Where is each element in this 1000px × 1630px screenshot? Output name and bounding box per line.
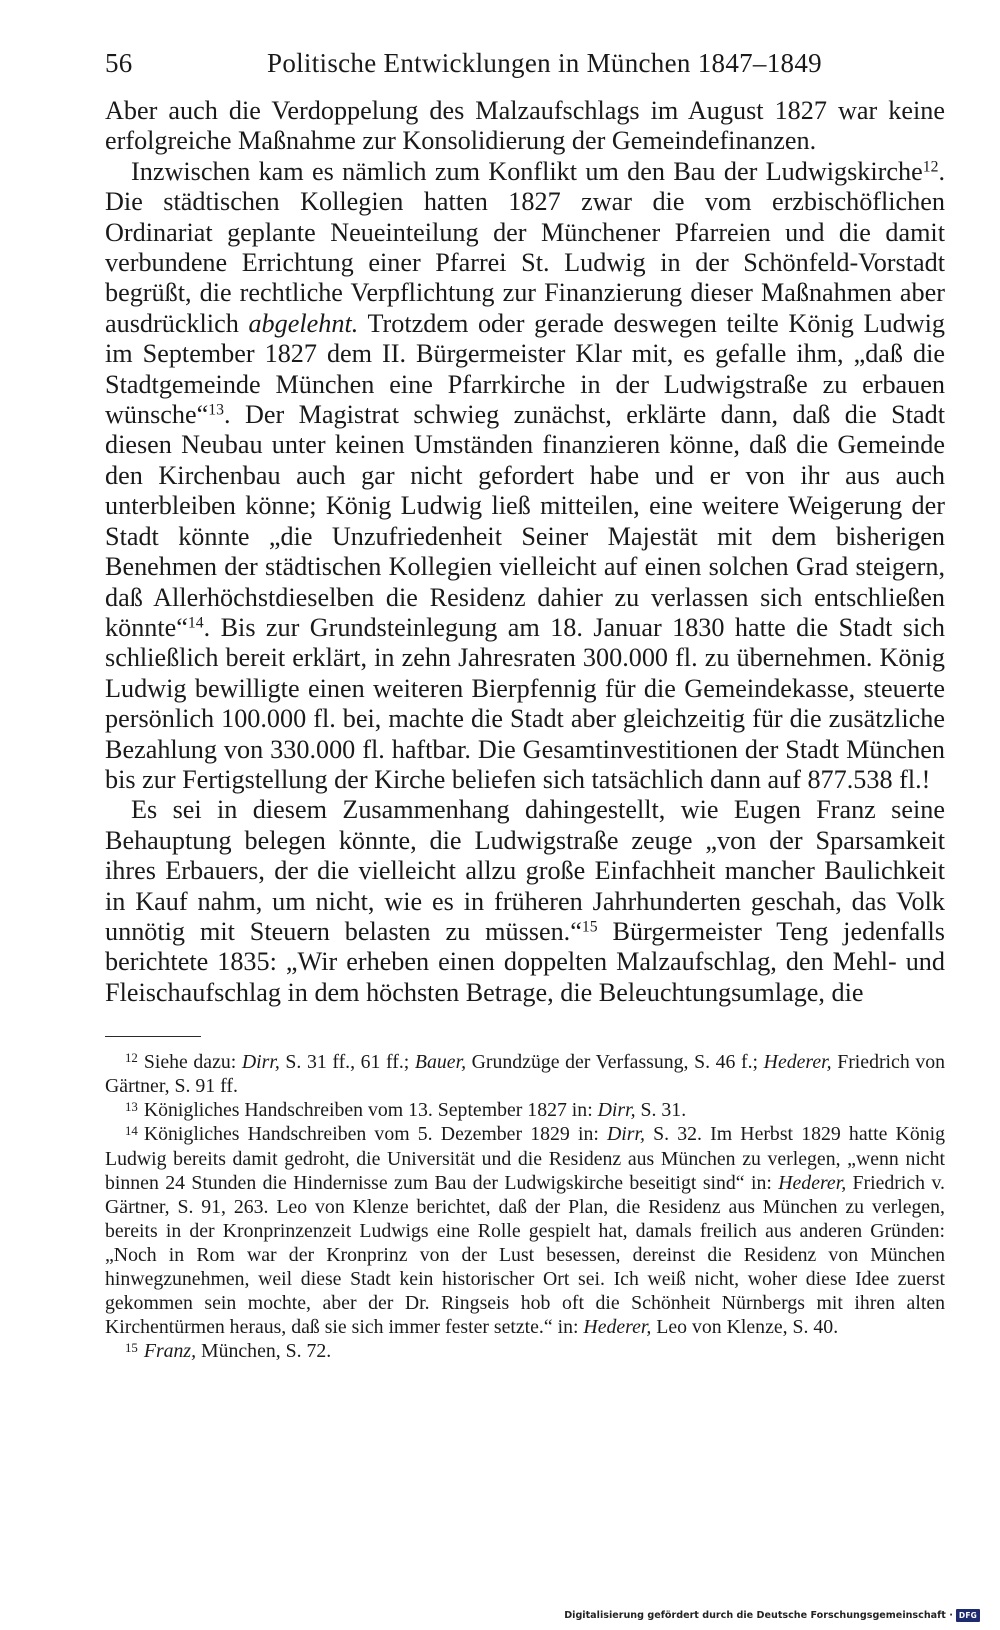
footnote-text: Königliches Handschreiben vom 13. September 1827 in: [143,1099,598,1122]
paragraph-1-text: Aber auch die Verdoppelung des Malzaufschlags im August 1827 war keine erfolgreiche Maßnahme zur Konsolidierung der Gemeindefinanzen. [105,96,945,156]
paragraph-2-text-d: . Der Magistrat schwieg zunächst, erklärte dann, daß die Stadt diesen Neubau unter keinen Umständen finanzieren könne, daß die Gemeinde den Kirchenbau auch gar nicht gefordert habe und er von ihr aus auch unterbleiben könne; König Ludwig ließ mitteilen, eine weitere Weigerung der Stadt könnte „die Unzufriedenheit Seiner Majestät mit dem bisherigen Benehmen der städtischen Kollegien vielleicht auf einen solchen Grad steigern, daß Allerhöchstdieselben die Residenz dahier zu verlassen sich entschließen könnte“ [105,400,945,642]
running-header [105,48,945,88]
footnote-text: München, S. 72. [196,1340,332,1363]
footnote-text: Königliches Handschreiben vom 5. Dezember 1829 in: [143,1123,608,1146]
author-name: Dirr, [607,1123,645,1146]
footnote-number: 12 [125,1051,138,1066]
footnote-text: S. 31 ff., 61 ff.; [279,1051,415,1074]
footnote-number: 14 [125,1123,138,1138]
dfg-logo-icon: DFG [956,1609,980,1622]
paragraph-2-text-b: . Die städtischen Kollegien hatten 1827 zwar die vom erzbischöflichen Ordinariat geplante Neueinteilung der Münchener Pfarreien und die damit verbundene Errichtung einer Pfarrei St. Ludwig in der Schönfeld-Vorstadt begrüßt, die rechtliche Verpflichtung zur Finanzierung dieser Maßnahmen aber ausdrücklich [105,156,945,338]
author-name: Dirr, [241,1051,280,1074]
footnote-12 [105,1050,945,1098]
footnote-13 [105,1098,945,1122]
footnotes [105,1050,945,1363]
footnote-15 [105,1339,945,1363]
digitization-credit [564,1609,980,1622]
author-name: Hederer, [583,1316,652,1339]
footnote-text: Leo von Klenze, S. 40. [651,1316,839,1339]
emphasis-abgelehnt: abgelehnt. [248,308,359,338]
footnote-text: Siehe dazu: [143,1051,242,1074]
author-name: Hederer, [778,1171,847,1194]
footnote-number: 13 [125,1099,138,1114]
paragraph-3 [105,795,945,1008]
author-name: Hederer, [763,1051,832,1074]
footnote-ref-14: 14 [187,614,204,632]
page-number: 56 [105,48,133,78]
paragraph-2-text-e: . Bis zur Grundsteinlegung am 18. Januar 1830 hatte die Stadt sich schließlich bereit erklärt, in zehn Jahresraten 300.000 fl. zu übernehmen. König Ludwig bewilligte einen weiteren Bierpfennig für die Gemeindekasse, steuerte persönlich 100.000 fl. bei, machte die Stadt aber gleichzeitig für die zusätzliche Bezahlung von 330.000 fl. haftbar. Die Gesamtinvestitionen der Stadt München bis zur Fertigstellung der Kirche beliefen sich tatsächlich dann auf 877.538 fl.! [105,612,945,794]
author-name: Dirr, [597,1099,636,1122]
author-name: Bauer, [414,1051,467,1074]
book-page [105,48,945,1363]
footnote-text: Grundzüge der Verfassung, S. 46 f.; [466,1051,764,1074]
footnote-ref-13: 13 [208,401,224,419]
running-title: Politische Entwicklungen in München 1847–1849 [267,48,822,78]
footnote-text: S. 31. [635,1099,687,1122]
footnote-text: Friedrich v. Gärtner, S. 91, 263. Leo von Klenze berichtet, daß der Plan, die Residenz aus München zu verlegen, bereits in der Kronprinzenzeit Ludwigs eine Rolle gespielt hat, damals freilich aus anderen Gründen: „Noch in Rom war der Kronprinz von der Lust besessen, dereinst die Residenz von München hinwegzunehmen, weil diese Stadt kein historischer Ort sei. Ich weiß nicht, woher diese Idee zuerst gekommen sein mochte, aber der Dr. Ringseis hob oft die Schönheit Nürnbergs mit ihren alten Kirchentürmen heraus, daß sie sich immer fester setzte.“ in: [105,1171,945,1339]
footnote-14 [105,1122,945,1339]
footnote-number: 15 [125,1340,138,1355]
paragraph-1 [105,96,945,157]
paragraph-2-text-c: Trotzdem oder gerade deswegen teilte König Ludwig im September 1827 dem II. Bürgermeister Klar mit, es gefalle ihm, „daß die Stadtgemeinde München eine Pfarrkirche in der Ludwigstraße zu erbauen wünsche“ [105,308,946,430]
footnote-ref-15: 15 [581,918,598,936]
paragraph-2 [105,157,945,796]
main-text [105,96,945,1008]
credit-text: Digitalisierung gefördert durch die Deutsche Forschungsgemeinschaft · [564,1610,953,1621]
footnote-ref-12: 12 [922,158,939,176]
footnote-text: Friedrich von Gärtner, S. 91 ff. [105,1051,945,1098]
footnote-separator [105,1036,201,1037]
paragraph-2-text-a: Inzwischen kam es nämlich zum Konflikt um den Bau der Ludwigskirche [131,156,923,186]
paragraph-3-text-a: Es sei in diesem Zusammenhang dahingestellt, wie Eugen Franz seine Behauptung belegen könnte, die Ludwigstraße zeuge „von der Sparsamkeit ihres Erbauers, der die vielleicht allzu große Einfachheit mancher Baulichkeit in Kauf nahm, um nicht, wie es in früheren Jahrhunderten geschah, das Volk unnötig mit Steuern belasten zu müssen.“ [105,795,945,946]
paragraph-3-text-b: Bürgermeister Teng jedenfalls berichtete 1835: „Wir erheben einen doppelten Malzaufschlag, den Mehl- und Fleischaufschlag in dem höchsten Betrage, die Beleuchtungsumlage, die [105,916,945,1007]
author-name: Franz, [143,1340,197,1363]
footnote-text: S. 32. Im Herbst 1829 hatte König Ludwig bereits damit gedroht, die Universität und die Residenz aus München zu verlegen, „wenn nicht binnen 24 Stunden die Hindernisse zum Bau der Ludwigskirche beseitigt sind“ in: [105,1123,945,1194]
